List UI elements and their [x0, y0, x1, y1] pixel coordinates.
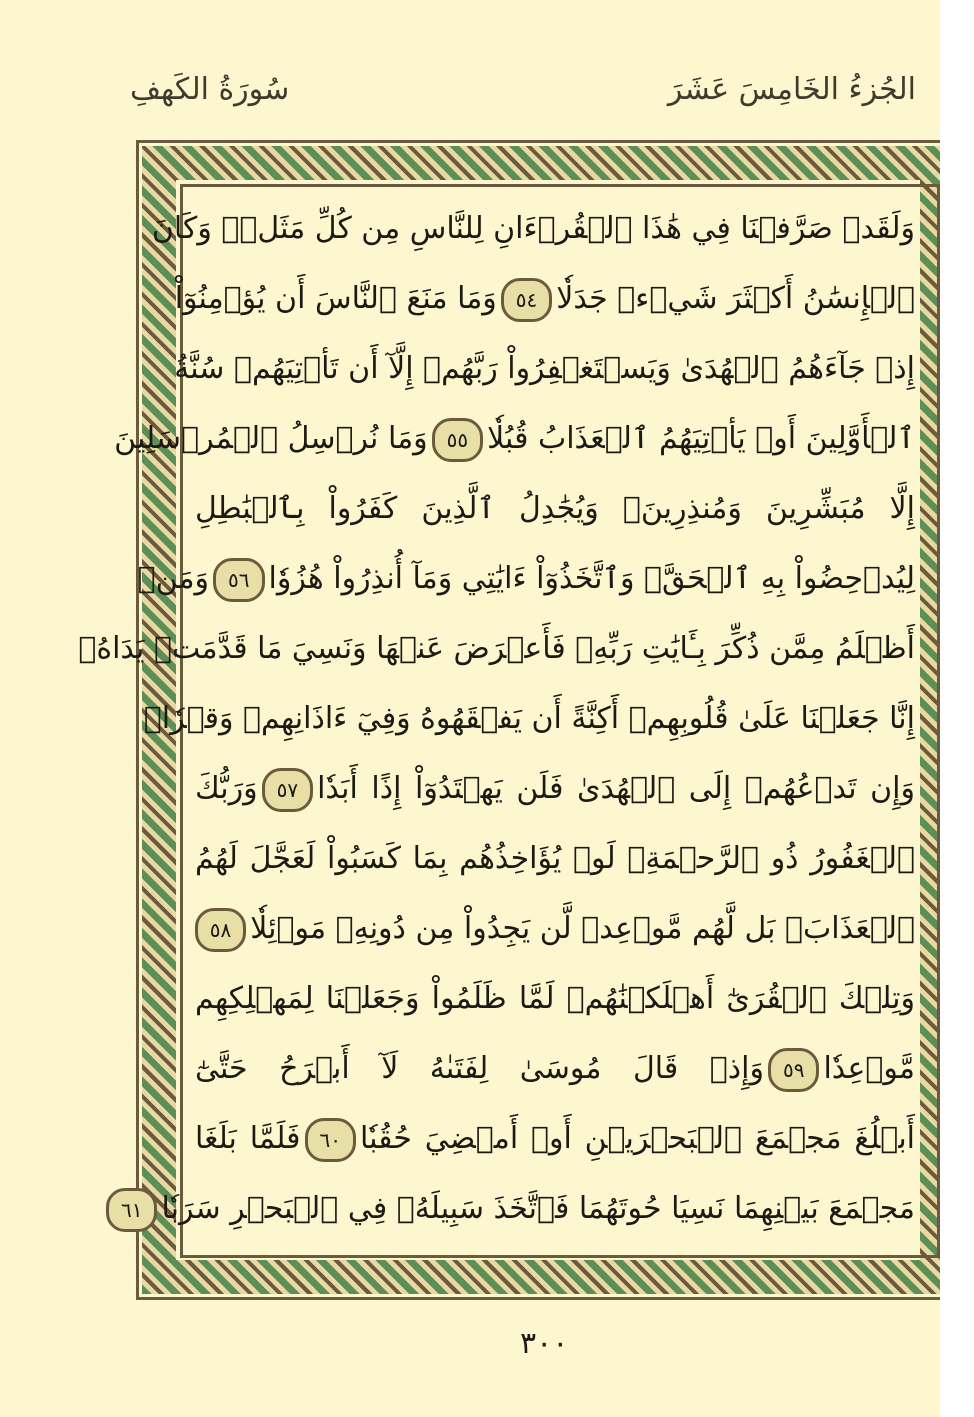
ayah-number-marker: ٥٨ [195, 908, 246, 952]
text-line [174, 266, 915, 332]
verse-text: ٱلۡعَذَابَۚ بَل لَّهُم مَّوۡعِدٞ لَّن يَجِدُواْ مِن دُونِهِۦ مَوۡئِلٗا [250, 911, 915, 946]
text-line [114, 406, 915, 472]
text-line [195, 826, 915, 892]
verse-text: لِيُدۡحِضُواْ بِهِ ٱلۡحَقَّۖ وَٱتَّخَذُوٓاْ ءَايَٰتِي وَمَآ أُنذِرُواْ هُزُوٗا [268, 561, 915, 596]
verse-text: فَلَمَّا بَلَغَا [195, 1121, 301, 1156]
verse-text: وَإِن تَدۡعُهُمۡ إِلَى ٱلۡهُدَىٰ فَلَن يَهۡتَدُوٓاْ إِذًا أَبَدٗا [317, 771, 915, 806]
text-line [151, 196, 915, 262]
verse-text: ٱلۡأَوَّلِينَ أَوۡ يَأۡتِيَهُمُ ٱلۡعَذَابُ قُبُلٗا [487, 421, 915, 456]
text-line [143, 686, 915, 752]
verse-text: أَظۡلَمُ مِمَّن ذُكِّرَ بِـَٔايَٰتِ رَبِّهِۦ فَأَعۡرَضَ عَنۡهَا وَنَسِيَ مَا قَدَّمَتۡ يَدَاهُۚ [78, 631, 915, 666]
verse-text: ٱلۡإِنسَٰنُ أَكۡثَرَ شَيۡءٖ جَدَلٗا [556, 281, 915, 316]
verse-text: وَتِلۡكَ ٱلۡقُرَىٰٓ أَهۡلَكۡنَٰهُمۡ لَمَّا ظَلَمُواْ وَجَعَلۡنَا لِمَهۡلِكِهِم [195, 981, 915, 1016]
text-line [195, 1106, 915, 1172]
surah-name-header: سُورَةُ الكَهفِ [130, 72, 290, 107]
ayah-number-marker: ٦٠ [305, 1118, 356, 1162]
verse-text: وَإِذۡ قَالَ مُوسَىٰ لِفَتَىٰهُ لَآ أَبۡرَحُ حَتَّىٰٓ [195, 1051, 764, 1086]
text-line [195, 1036, 915, 1102]
text-line [195, 756, 915, 822]
verse-text: إِنَّا جَعَلۡنَا عَلَىٰ قُلُوبِهِمۡ أَكِنَّةً أَن يَفۡقَهُوهُ وَفِيٓ ءَاذَانِهِمۡ وَقۡرٗاۖ [143, 701, 915, 736]
text-line [120, 1176, 915, 1242]
ayah-number-marker: ٦١ [106, 1188, 157, 1232]
verse-text: وَمَا مَنَعَ ٱلنَّاسَ أَن يُؤۡمِنُوٓاْ [174, 281, 497, 316]
text-line [78, 616, 915, 682]
verse-text: مَجۡمَعَ بَيۡنِهِمَا نَسِيَا حُوتَهُمَا فَٱتَّخَذَ سَبِيلَهُۥ فِي ٱلۡبَحۡرِ سَرَبٗا [161, 1191, 915, 1226]
quran-text-block [78, 196, 915, 1252]
text-line [137, 546, 915, 612]
page-number: ٣٠٠ [520, 1326, 569, 1361]
ayah-number-marker: ٥٧ [262, 768, 313, 812]
verse-text: وَلَقَدۡ صَرَّفۡنَا فِي هَٰذَا ٱلۡقُرۡءَانِ لِلنَّاسِ مِن كُلِّ مَثَلٖۚ وَكَانَ [151, 211, 915, 246]
text-line [195, 476, 915, 542]
juz-name-header: الجُزءُ الخَامِسَ عَشَرَ [667, 72, 916, 107]
verse-text: أَبۡلُغَ مَجۡمَعَ ٱلۡبَحۡرَيۡنِ أَوۡ أَمۡضِيَ حُقُبٗا [359, 1121, 915, 1156]
verse-text: مَّوۡعِدٗا [823, 1051, 915, 1086]
verse-text: وَمَا نُرۡسِلُ ٱلۡمُرۡسَلِينَ [114, 421, 428, 456]
verse-text: وَمَنۡ [137, 561, 210, 596]
text-line [195, 896, 915, 962]
ayah-number-marker: ٥٩ [768, 1048, 819, 1092]
verse-text: إِلَّا مُبَشِّرِينَ وَمُنذِرِينَۚ وَيُجَٰدِلُ ٱلَّذِينَ كَفَرُواْ بِٱلۡبَٰطِلِ [195, 491, 915, 526]
verse-text: ٱلۡغَفُورُ ذُو ٱلرَّحۡمَةِۖ لَوۡ يُؤَاخِذُهُم بِمَا كَسَبُواْ لَعَجَّلَ لَهُمُ [195, 841, 915, 876]
text-line [174, 336, 915, 402]
ayah-number-marker: ٥٥ [432, 418, 483, 462]
verse-text: إِذۡ جَآءَهُمُ ٱلۡهُدَىٰ وَيَسۡتَغۡفِرُواْ رَبَّهُمۡ إِلَّآ أَن تَأۡتِيَهُمۡ سُنَّةُ [174, 351, 915, 386]
ayah-number-marker: ٥٦ [213, 558, 264, 602]
text-line [195, 966, 915, 1032]
ayah-number-marker: ٥٤ [501, 278, 552, 322]
verse-text: وَرَبُّكَ [195, 771, 258, 806]
page-gutter [940, 0, 974, 1417]
